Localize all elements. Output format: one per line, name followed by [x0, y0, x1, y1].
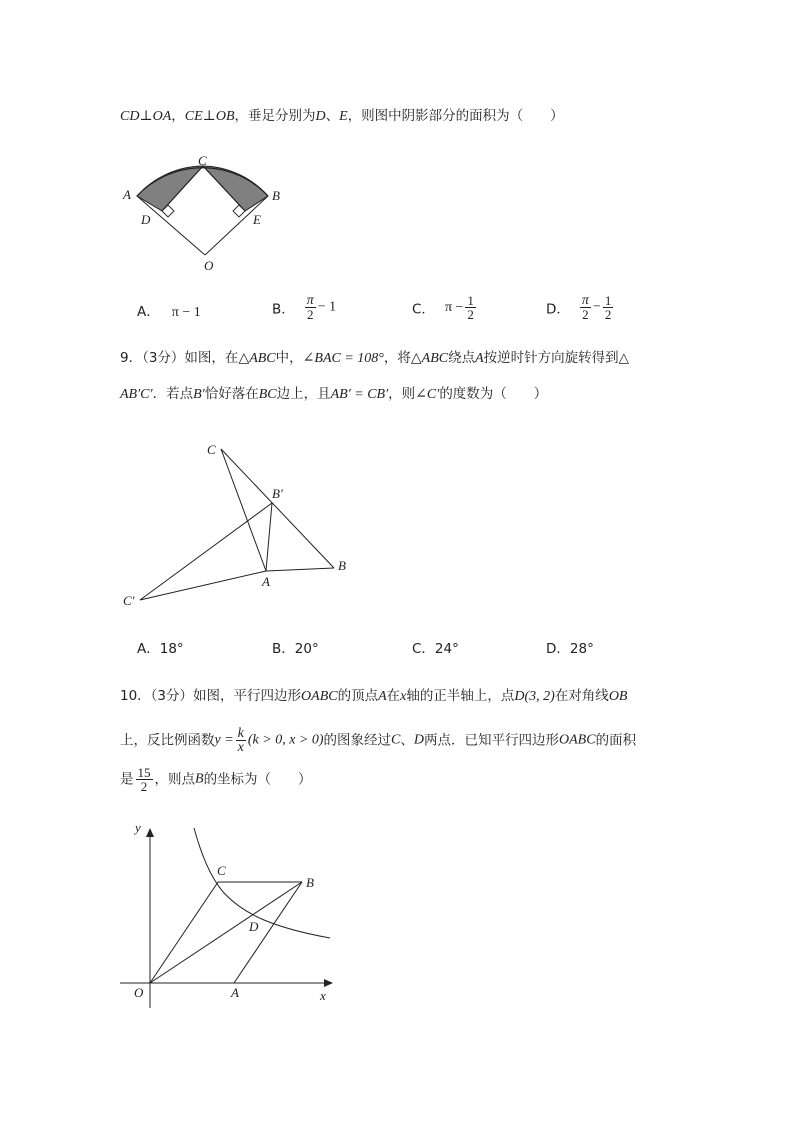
q8-stem-mid: ，垂足分别为: [234, 108, 316, 124]
q9-angle-c-prime: ∠C′: [415, 387, 440, 402]
q10-point-a: A: [378, 689, 387, 704]
q10-k: k: [237, 726, 244, 741]
q9-segment-bc: BC: [258, 387, 277, 402]
q9-text: 边上，且: [276, 386, 331, 402]
q9-text: 恰好落在: [204, 386, 259, 402]
q9-option-a-text: A．18°: [137, 641, 184, 657]
q9-label-b-prime: B′: [272, 486, 283, 501]
q9-option-b-text: B．20°: [272, 641, 319, 657]
q9-label-a: A: [262, 574, 270, 589]
q10-area-den: 2: [140, 779, 148, 794]
q10-parallelogram-name: OABC: [301, 689, 338, 704]
q9-text: ，将: [383, 350, 411, 366]
q10-x-axis-arrow: [324, 979, 333, 987]
q8-option-d-den1: 2: [582, 307, 589, 322]
q8-option-b-letter: B．: [272, 301, 295, 318]
q10-text: 两点．已知平行四边形: [424, 732, 560, 749]
q8-option-d-num1: π: [581, 293, 589, 308]
q8-sep2: 、: [325, 108, 340, 124]
q10-point-c: C: [391, 732, 401, 748]
q10-text: 上，反比例函数: [120, 732, 215, 749]
q10-text: 在对角线: [554, 688, 609, 704]
q8-option-d-den2: 2: [604, 307, 612, 322]
q10-label-o: O: [134, 985, 144, 1000]
q8-option-a-text: π − 1: [171, 305, 201, 320]
q10-parallelogram-name-2: OABC: [559, 732, 596, 748]
q8-option-d-minus: −: [592, 299, 601, 315]
q8-sep: ，: [171, 108, 185, 124]
q10-label-b: B: [306, 875, 314, 890]
q8-point-d: D: [315, 109, 326, 124]
q8-label-b: B: [272, 188, 280, 203]
q10-label-d: D: [249, 919, 259, 934]
q10-function-y: y =: [214, 732, 234, 748]
q10-text: ，则点: [154, 771, 195, 788]
q9-option-c-text: C．24°: [412, 641, 459, 657]
q10-text: 轴的正半轴上，点: [406, 688, 515, 704]
q8-option-d-num2: 1: [604, 293, 612, 308]
q9-label-c: C: [207, 442, 216, 457]
q10-y-axis-arrow: [146, 828, 154, 837]
q8-option-c-head: π −: [444, 299, 464, 315]
q8-option-b-num: π: [306, 293, 314, 308]
q10-x: x: [237, 740, 244, 755]
q8-option-b-den: 2: [307, 307, 314, 322]
q9-text: 绕点: [448, 350, 476, 366]
q10-area-num: 15: [137, 765, 151, 780]
q10-text: 、: [400, 732, 414, 749]
q9-text: 9．（3分）如图，在: [120, 350, 239, 366]
q9-equality: AB′ = CB′: [330, 387, 389, 402]
q10-text: 是: [120, 771, 134, 788]
q10-label-y: y: [135, 820, 141, 835]
q9-text: 按逆时针方向旋转得到△: [483, 350, 630, 366]
q8-point-e: E: [339, 109, 348, 124]
q10-label-c: C: [217, 863, 226, 878]
q10-text: 的图象经过: [323, 732, 392, 749]
q10-label-x: x: [320, 988, 326, 1003]
q9-text: 中，: [275, 350, 303, 366]
q10-text: 的顶点: [337, 688, 379, 704]
q9-triangle-abc-prime: AB′C′: [120, 387, 153, 402]
q10-text: 在: [386, 688, 401, 704]
q10-label-a: A: [231, 985, 239, 1000]
q9-point-a: A: [475, 351, 484, 366]
q8-option-c-letter: C．: [412, 301, 435, 318]
q8-option-d-letter: D．: [546, 301, 570, 318]
q10-point-d-name: D: [413, 732, 425, 748]
q9-label-c-prime: C′: [123, 593, 135, 608]
q9-triangle-abc-2: △ABC: [410, 351, 449, 366]
q8-label-o: O: [204, 258, 214, 273]
q9-label-b: B: [338, 558, 346, 573]
q8-ce-perp-ob: CE⊥OB: [184, 109, 235, 124]
q10-condition: (k > 0, x > 0): [247, 732, 324, 748]
q10-point-d: D(3, 2): [514, 689, 555, 704]
q8-label-c: C: [198, 153, 207, 168]
q8-option-c-num: 1: [467, 293, 474, 308]
q10-text: 的面积: [595, 732, 637, 749]
q10-segment-oc: [150, 882, 218, 983]
q9-triangle-abc: △ABC: [238, 351, 276, 366]
q8-option-b-tail: − 1: [317, 299, 337, 315]
q8-stem-end: ，则图中阴影部分的面积为（ ）: [347, 108, 564, 124]
q9-text: ．若点: [152, 386, 194, 402]
q9-option-d-text: D．28°: [546, 641, 594, 657]
q8-label-e: E: [253, 212, 261, 227]
q10-diagonal-ob-line: [150, 882, 302, 983]
q9-text: ，则: [388, 386, 416, 402]
q9-text: 的度数为（ ）: [439, 386, 548, 402]
q8-option-a-letter: A．: [137, 304, 160, 320]
q10-point-b: B: [195, 771, 204, 787]
q8-label-a: A: [123, 187, 131, 202]
q8-cd-perp-oa: CD⊥OA: [120, 109, 172, 124]
q9-point-b-prime: B′: [193, 387, 205, 402]
q10-x-axis-name: x: [400, 689, 407, 704]
q10-segment-ba: [234, 882, 302, 983]
q8-option-c-den: 2: [467, 307, 474, 322]
q8-label-d: D: [141, 212, 151, 227]
q10-diagonal-ob: OB: [608, 689, 628, 704]
q10-text: 的坐标为（ ）: [203, 771, 312, 788]
q10-text: 10．（3分）如图，平行四边形: [120, 688, 302, 704]
q9-angle-bac: ∠BAC = 108°: [302, 351, 384, 366]
